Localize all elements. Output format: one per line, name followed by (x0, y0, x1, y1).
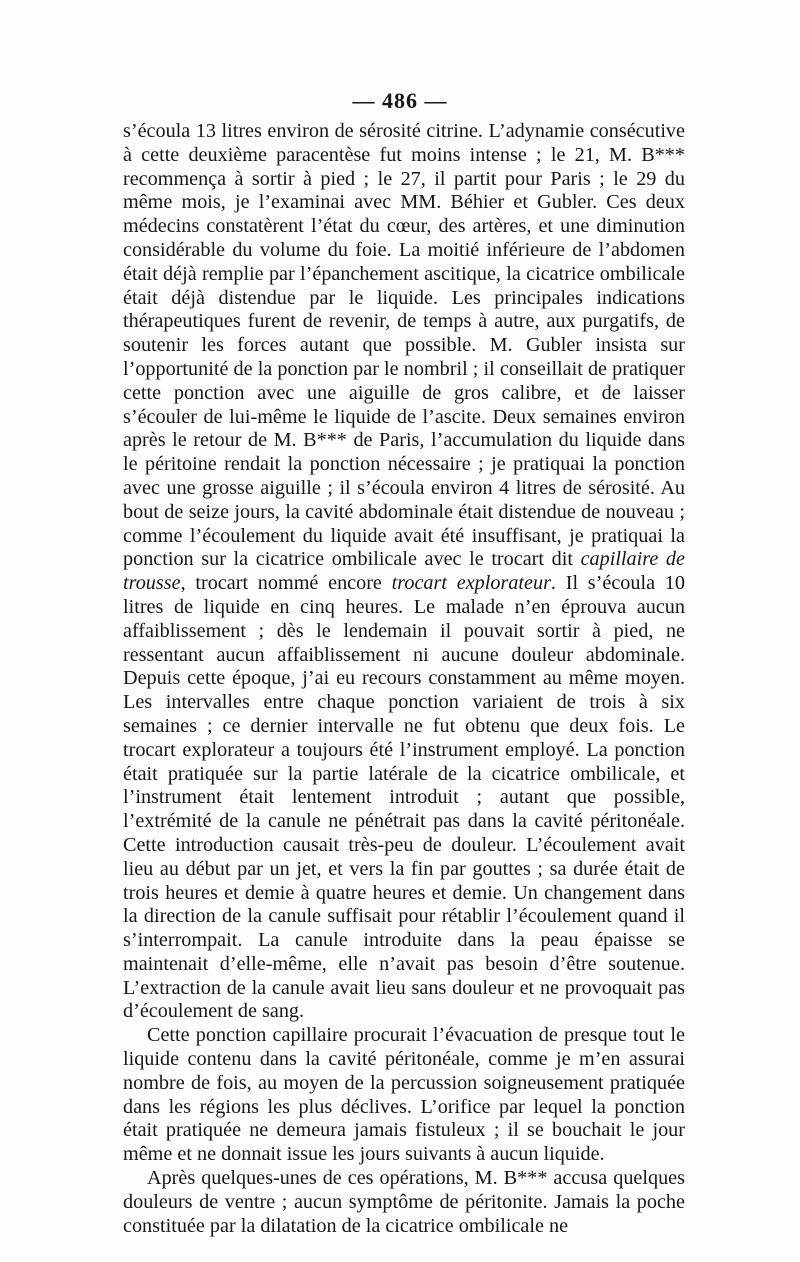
text-segment: , trocart nommé encore (180, 572, 392, 595)
italic-term-capillaire-de-trousse: capillaire de trousse (123, 548, 685, 595)
text-segment: . Il s’écoula 10 litres de liquide en cinq heures. Le malade n’en éprouva aucun affaiblissement ; dès le lendemain il pouvait sortir à pied, ne ressentant aucun affaiblissement ni aucune douleur abdominale. Depuis cette époque, j’ai eu recours constamment au même moyen. Les intervalles entre chaque ponction variaient de trois à six semaines ; ce dernier intervalle ne fut obtenu que deux fois. Le trocart explorateur a toujours été l’instrument employé. La ponction était pratiquée sur la partie latérale de la cicatrice ombilicale, et l’instrument était lentement introduit ; autant que possible, l’extrémité de la canule ne pénétrait pas dans la cavité péritonéale. Cette introduction causait très-peu de douleur. L’écoulement avait lieu au début par un jet, et vers la fin par gouttes ; sa durée était de trois heures et demie à quatre heures et demie. Un changement dans la direction de la canule suffisait pour rétablir l’écoulement quand il s’interrompait. La canule introduite dans la peau épaisse se maintenait d’elle-même, elle n’avait pas besoin d’être soutenue. L’extraction de la canule avait lieu sans douleur et ne provoquait pas d’écoulement de sang. (123, 572, 685, 1023)
paragraph-1 (123, 120, 685, 1024)
page-number: — 486 — (352, 88, 448, 113)
text-segment: Cette ponction capillaire procurait l’évacuation de presque tout le liquide contenu dans la cavité péritonéale, comme je m’en assurai nombre de fois, au moyen de la percussion soigneusement pratiquée dans les régions les plus déclives. L’orifice par lequel la ponction était pratiquée ne demeura jamais fistuleux ; il se bouchait le jour même et ne donnait issue les jours suivants à aucun liquide. (123, 1024, 685, 1166)
paragraph-2 (123, 1024, 685, 1167)
text-segment: Après quelques-unes de ces opérations, M. B*** accusa quelques douleurs de ventre ; aucun symptôme de péritonite. Jamais la poche constituée par la dilatation de la cicatrice ombilicale ne (123, 1167, 685, 1237)
paragraph-3 (123, 1167, 685, 1238)
italic-term-trocart-explorateur: trocart explorateur (391, 572, 551, 595)
text-segment: s’écoula 13 litres environ de sérosité citrine. L’adynamie consécutive à cette deuxième paracentèse fut moins intense ; le 21, M. B*** recommença à sortir à pied ; le 27, il partit pour Paris ; le 29 du même mois, je l’examinai avec MM. Béhier et Gubler. Ces deux médecins constatèrent l’état du cœur, des artères, et une diminution considérable du volume du foie. La moitié inférieure de l’abdomen était déjà remplie par l’épanchement ascitique, la cicatrice ombilicale était déjà distendue par le liquide. Les principales indications thérapeutiques furent de revenir, de temps à autre, aux purgatifs, de soutenir les forces autant que possible. M. Gubler insista sur l’opportunité de la ponction par le nombril ; il conseillait de pratiquer cette ponction avec une aiguille de gros calibre, et de laisser s’écouler de lui-même le liquide de l’ascite. Deux semaines environ après le retour de M. B*** de Paris, l’accumulation du liquide dans le péritoine rendait la ponction nécessaire ; je pratiquai la ponction avec une grosse aiguille ; il s’écoula environ 4 litres de sérosité. Au bout de seize jours, la cavité abdominale était distendue de nouveau ; comme l’écoulement du liquide avait été insuffisant, je pratiquai la ponction sur la cicatrice ombilicale avec le trocart dit (123, 120, 685, 571)
body-text (123, 120, 685, 1238)
